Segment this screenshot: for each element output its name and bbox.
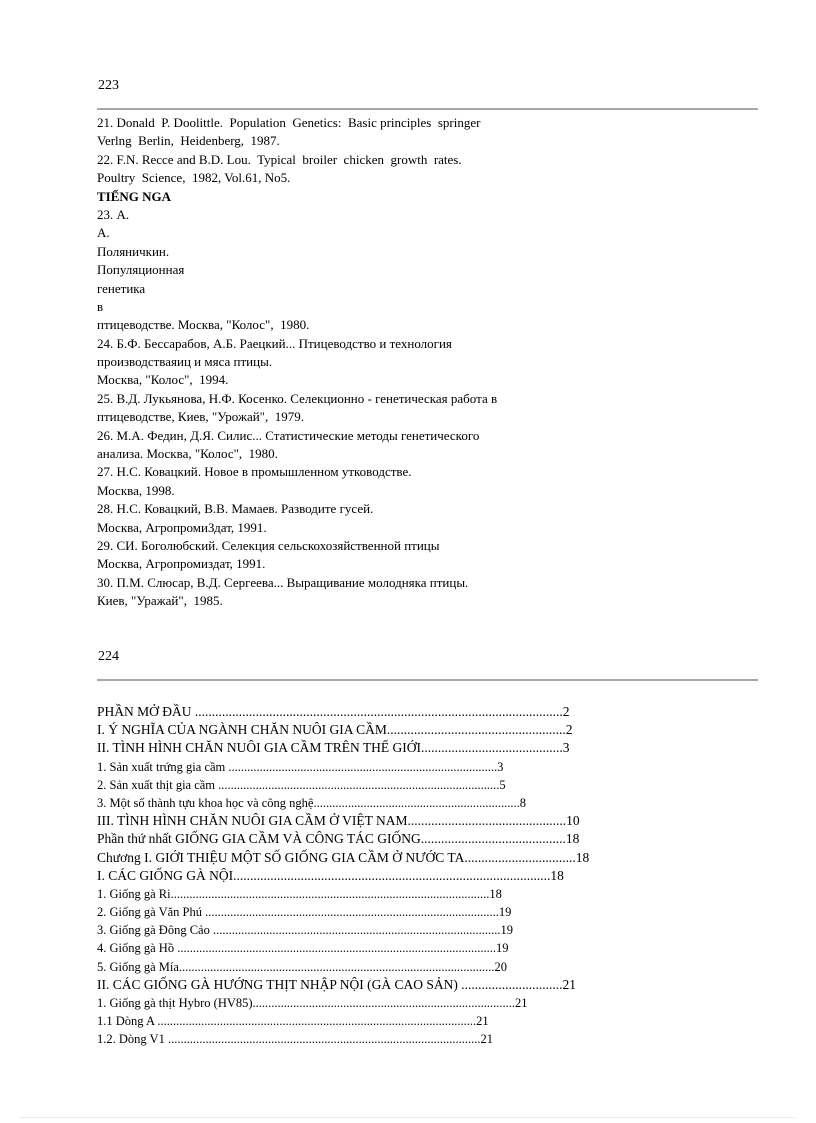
- reference-line: Москва, Агропромиздат, 1991.: [97, 556, 266, 572]
- reference-line: А.: [97, 225, 110, 241]
- reference-line: 29. СИ. Боголюбский. Селекция сельскохозяйственной птицы: [97, 537, 440, 553]
- page-divider: [97, 679, 758, 681]
- toc-entry: 1.1 Dòng A ......................................................................................................21: [97, 1014, 489, 1029]
- reference-line: Москва, "Колос", 1994.: [97, 372, 229, 388]
- reference-line: Poultry Science, 1982, Vol.61, No5.: [97, 170, 291, 186]
- toc-entry: 2. Giống gà Văn Phú ..............................................................................................19: [97, 905, 512, 920]
- reference-line: 28. Н.С. Ковацкий, В.В. Мамаев. Разводите гусей.: [97, 501, 374, 517]
- toc-entry: 5. Giống gà Mía.....................................................................................................20: [97, 959, 508, 974]
- toc-entry: 1. Sản xuất trứng gia cầm ......................................................................................3: [97, 759, 504, 774]
- table-of-contents: [97, 703, 737, 1049]
- page-number-224: 224: [98, 649, 119, 664]
- toc-entry: 3. Giống gà Đông Cảo ............................................................................................19: [97, 923, 513, 938]
- reference-list: [97, 114, 657, 611]
- toc-entry: I. Ý NGHĨA CỦA NGÀNH CHĂN NUÔI GIA CẦM.....................................................2: [97, 722, 573, 738]
- reference-line: 21. Donald P. Doolittle. Population Genetics: Basic principles springer: [97, 115, 481, 130]
- reference-line: 23. А.: [97, 206, 130, 222]
- toc-entry: III. TÌNH HÌNH CHĂN NUÔI GIA CẦM Ở VIỆT NAM...............................................10: [97, 813, 580, 829]
- toc-entry: II. CÁC GIỐNG GÀ HƯỚNG THỊT NHẬP NỘI (GÀ CAO SẢN) ..............................21: [97, 976, 576, 992]
- toc-entry: I. CÁC GIỐNG GÀ NỘI..............................................................................................18: [97, 867, 564, 883]
- toc-entry: 2. Sản xuất thịt gia cầm ..........................................................................................5: [97, 777, 506, 792]
- reference-line: генетика: [97, 280, 146, 296]
- reference-line: производстваяиц и мяса птицы.: [97, 354, 273, 370]
- toc-entry: II. TÌNH HÌNH CHĂN NUÔI GIA CẦM TRÊN THẾ GIỚI..........................................3: [97, 740, 570, 756]
- toc-entry: 1.2. Dòng V1 ....................................................................................................21: [97, 1032, 493, 1047]
- page-number-223: 223: [98, 78, 119, 93]
- reference-line: Поляничкин.: [97, 243, 170, 259]
- reference-line: 25. В.Д. Лукьянова, Н.Ф. Косенко. Селекционно - генетическая работа в: [97, 390, 498, 406]
- reference-line: Москва, АгропромиЗдат, 1991.: [97, 519, 267, 535]
- reference-line: 27. Н.С. Ковацкий. Новое в промышленном утководстве.: [97, 464, 412, 480]
- reference-line: в: [97, 298, 104, 314]
- page-divider: [97, 108, 758, 110]
- toc-entry: Phần thứ nhất GIỐNG GIA CẦM VÀ CÔNG TÁC GIỐNG...........................................18: [97, 831, 580, 847]
- reference-line: Популяционная: [97, 262, 185, 278]
- toc-entry: 4. Giống gà Hồ ......................................................................................................19: [97, 941, 509, 956]
- toc-entry: 3. Một số thành tựu khoa học và công nghệ..................................................................8: [97, 795, 526, 810]
- toc-entry: 1. Giống gà thịt Hybro (HV85)....................................................................................21: [97, 996, 528, 1010]
- reference-line: Verlng Berlin, Heidenberg, 1987.: [97, 133, 280, 149]
- page-bottom-border: [20, 1117, 796, 1118]
- toc-entry: 1. Giống gà Ri......................................................................................................18: [97, 886, 502, 901]
- reference-line: птицеводстве. Москва, "Колос", 1980.: [97, 317, 310, 333]
- reference-line: Москва, 1998.: [97, 482, 175, 498]
- toc-entry: Chương I. GIỚI THIỆU MỘT SỐ GIỐNG GIA CẦM Ở NƯỚC TA.................................18: [97, 849, 590, 865]
- reference-line: 30. П.М. Слюсар, В.Д. Сергеева... Выращивание молодняка птицы.: [97, 574, 469, 590]
- reference-line: 22. F.N. Recce and B.D. Lou. Typical broiler chicken growth rates.: [97, 151, 462, 167]
- reference-line: анализа. Москва, "Колос", 1980.: [97, 446, 278, 462]
- reference-line: 24. Б.Ф. Бессарабов, А.Б. Раецкий... Птицеводство и технология: [97, 335, 452, 351]
- toc-entry: PHẦN MỞ ĐẦU .............................................................................................................2: [97, 704, 570, 719]
- section-heading: TIẾNG NGA: [97, 188, 172, 204]
- reference-line: птицеводстве, Киев, "Урожай", 1979.: [97, 409, 304, 425]
- reference-line: Киев, "Уражай", 1985.: [97, 593, 223, 609]
- reference-line: 26. М.А. Федин, Д.Я. Силис... Статистические методы генетического: [97, 427, 480, 443]
